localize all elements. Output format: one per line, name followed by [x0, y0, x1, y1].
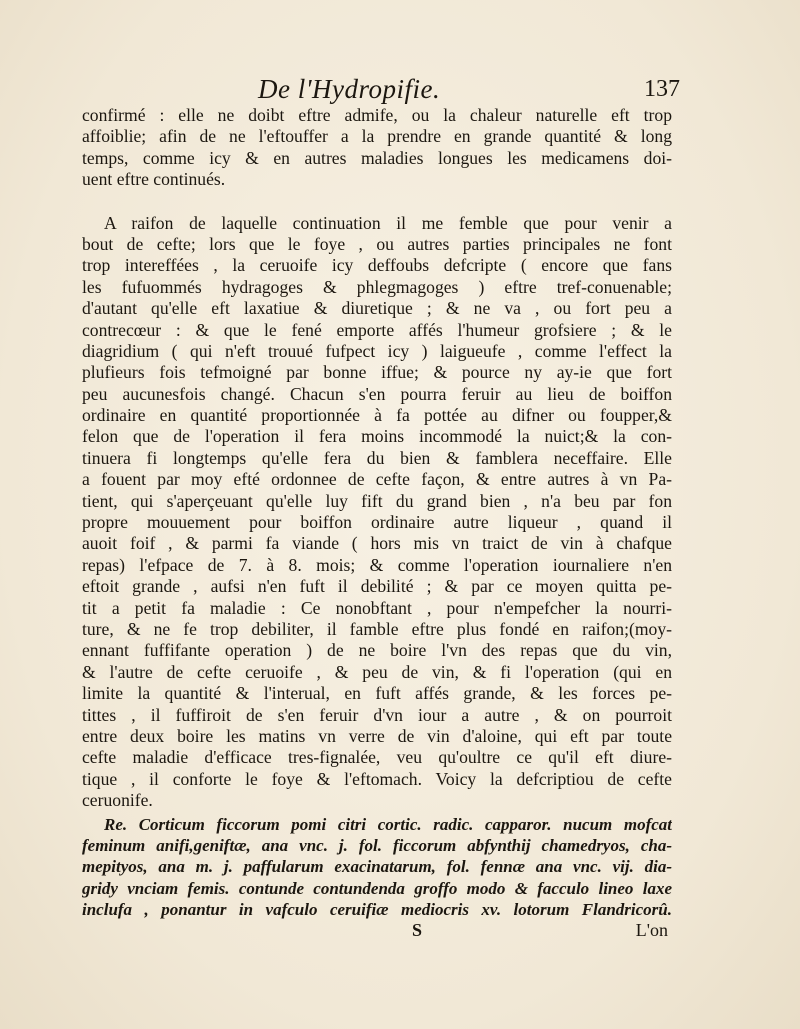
text-line: tique , il conforte le foye & l'eftomach. Voicy la defcriptiou de cefte	[82, 768, 672, 789]
text-line: entre deux boire les matins vn verre de vin d'aloine, qui eft par toute	[82, 725, 672, 746]
recipe-line: Re. Corticum ficcorum pomi citri cortic. radic. capparor. nucum mofcat	[104, 814, 672, 834]
text-line: uent eftre continués.	[82, 169, 226, 190]
paragraph-continuation	[82, 105, 672, 191]
text-line: tit a petit fa maladie : Ce nonobftant , pour n'empefcher la nourri-	[82, 597, 672, 618]
body-text	[82, 105, 672, 942]
text-line: repas) l'efpace de 7. à 8. mois; & comme l'operation iournaliere n'en	[82, 554, 672, 575]
text-line: tient, qui s'aperçeuant qu'elle luy fift du grand bien , n'a beu par fon	[82, 490, 672, 511]
signature-mark: S	[412, 920, 423, 941]
text-line: confirmé : elle ne doibt eftre admife, ou la chaleur naturelle eft trop	[82, 105, 672, 125]
text-line: propre mouuement pour boiffon ordinaire autre liqueur , quand il	[82, 512, 672, 533]
recipe-line: mepityos, ana m. j. paffularum exacinatarum, fol. fennæ ana vnc. vij. dia-	[82, 857, 672, 877]
text-line: d'autant qu'elle eft laxatiue & diuretique ; & ne va , ou fort peu a	[82, 298, 672, 319]
text-line: & l'autre de cefte ceruoife , & peu de vin, & fi l'operation (qui en	[82, 661, 672, 682]
text-line: diagridium ( qui n'eft trouué fufpect icy ) laigueufe , comme l'effect la	[82, 340, 672, 361]
recipe-line: inclufa , ponantur in vafculo ceruifiæ mediocris xv. lotorum Flandricorû.	[82, 900, 672, 920]
text-line: contrecœur : & que le fené emporte affés l'humeur grofsiere ; & le	[82, 319, 672, 340]
text-line: ennant fuffifante operation ) de ne boire l'vn des repas que du vin,	[82, 640, 672, 661]
text-line: ordinaire en quantité proportionnée à fa pottée au difner ou foupper,&	[82, 405, 672, 426]
recipe-line: feminum anifi,geniftæ, ana vnc. j. fol. ficcorum abfynthij chamedryos, cha-	[82, 835, 672, 855]
text-line: tittes , il fuffiroit de s'en feruir d'vn iour a autre , & on pourroit	[82, 704, 672, 725]
running-title: De l'Hydropifie.	[258, 74, 441, 104]
text-line: ceruonife.	[82, 790, 153, 811]
recipe-block	[82, 814, 672, 921]
page-number: 137	[644, 76, 680, 102]
text-line: felon que de l'operation il fera moins incommodé la nuict;& la con-	[82, 426, 672, 447]
catchword: L'on	[635, 920, 668, 941]
text-line: a fouent par moy efté ordonnee de cefte façon, & entre autres à vn Pa-	[82, 469, 672, 490]
text-line: auoit foif , & parmi fa viande ( hors mis vn traict de vin à chafque	[82, 533, 672, 554]
page-footer	[82, 920, 672, 942]
text-line: plufieurs fois tefmoigné par bonne iffue; & pource ny ay-ie que fort	[82, 362, 672, 383]
text-line: trop intereffées , la ceruoife icy deffoubs defcripte ( encore que fans	[82, 255, 672, 276]
text-line: bout de cefte; lors que le foye , ou autres parties principales ne font	[82, 233, 672, 254]
text-line: affoiblie; afin de ne l'eftouffer a la prendre en grande quantité & long	[82, 126, 672, 147]
recipe-line: gridy vnciam femis. contunde contundenda groffo modo & facculo lineo laxe	[82, 878, 672, 898]
text-line: tinuera fi longtemps qu'elle fera du bien & famblera neceffaire. Elle	[82, 447, 672, 468]
page-header	[80, 74, 680, 106]
text-line: temps, comme icy & en autres maladies longues les medicamens doi-	[82, 147, 672, 168]
text-line: peu aucunesfois changé. Chacun s'en pourra feruir au lieu de boiffon	[82, 383, 672, 404]
text-line: A raifon de laquelle continuation il me femble que pour venir a	[104, 212, 672, 233]
text-line: limite la quantité & l'interual, en fuft affés grande, & les forces pe-	[82, 683, 672, 704]
text-line: ture, & ne fe trop debiliter, il famble eftre plus fondé en raifon;(moy-	[82, 618, 672, 639]
paragraph-main	[82, 213, 672, 812]
text-line: cefte maladie d'efficace tres-fignalée, veu qu'oultre ce qu'il eft diure-	[82, 747, 672, 768]
text-line: les fufuommés hydragoges & phlegmagoges ) eftre tref-conuenable;	[82, 276, 672, 297]
text-line: eftoit grande , aufsi n'en fuft il debilité ; & par ce moyen quitta pe-	[82, 576, 672, 597]
